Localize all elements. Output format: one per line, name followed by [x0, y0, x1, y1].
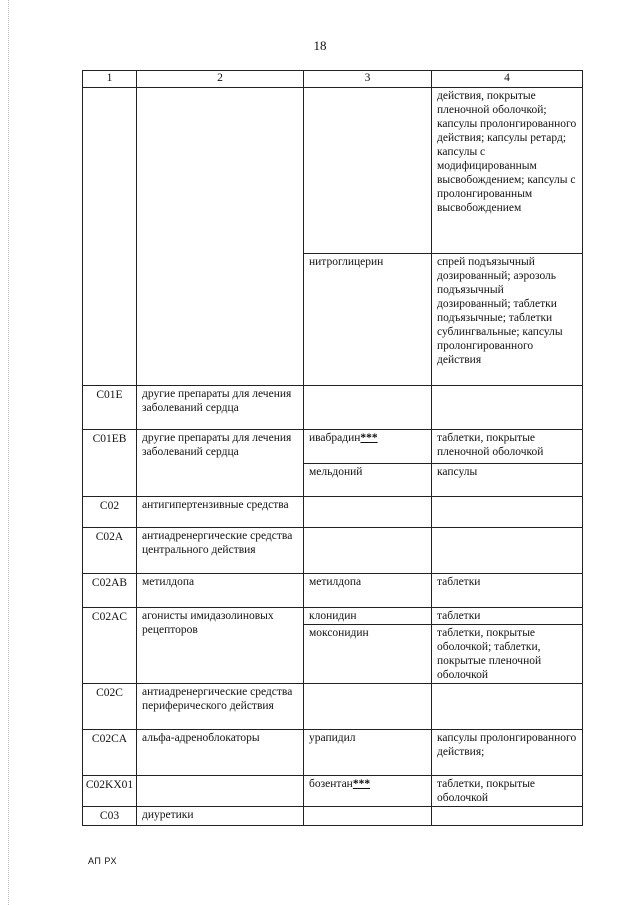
dosage-form-cell: таблетки	[432, 574, 583, 608]
group-name-cell: диуретики	[137, 807, 304, 826]
drug-classification-table	[82, 70, 583, 826]
group-name-cell	[137, 776, 304, 807]
drug-name-cell	[304, 497, 432, 528]
dosage-form-cell	[432, 684, 583, 730]
table-row	[83, 386, 583, 430]
atc-code-cell: C02A	[83, 528, 137, 574]
page-edge-dotted-line	[8, 0, 9, 905]
drug-name-cell: мельдоний	[304, 464, 432, 497]
atc-code-cell: C01EB	[83, 430, 137, 497]
drug-name-cell: нитроглицерин	[304, 254, 432, 386]
drug-name-cell	[304, 528, 432, 574]
note-marker: ***	[360, 432, 378, 444]
page-number: 18	[313, 38, 327, 53]
footer-mark: АП РХ	[88, 856, 117, 866]
table-row	[83, 574, 583, 608]
drug-name-cell	[304, 430, 432, 464]
drug-name: ивабрадин	[309, 432, 361, 444]
table-row	[83, 528, 583, 574]
table-row	[83, 608, 583, 625]
table-row	[83, 730, 583, 776]
drug-name-cell: моксонидин	[304, 625, 432, 684]
drug-name-cell	[304, 88, 432, 254]
drug-name-cell: урапидил	[304, 730, 432, 776]
dosage-form-cell: капсулы	[432, 464, 583, 497]
dosage-form-cell: таблетки, покрытые оболочкой; таблетки, покрытые пленочной оболочкой	[432, 625, 583, 684]
note-marker: ***	[352, 778, 371, 790]
atc-code-cell: C02	[83, 497, 137, 528]
header-col-4: 4	[432, 71, 583, 88]
dosage-form-cell	[432, 386, 583, 430]
dosage-form-cell: таблетки	[432, 608, 583, 625]
group-name-cell: антиадренергические средства периферического действия	[137, 684, 304, 730]
atc-code-cell: C02KX01	[83, 776, 137, 807]
dosage-form-cell: капсулы пролонгированного действия;	[432, 730, 583, 776]
dosage-form-cell: спрей подъязычный дозированный; аэрозоль подъязычный дозированный; таблетки подъязычные; таблетки сублингвальные; капсулы пролонгированного действия	[432, 254, 583, 386]
group-name-cell	[137, 88, 304, 386]
dosage-form-cell: действия, покрытые пленочной оболочкой; капсулы пролонгированного действия; капсулы ретард; капсулы с модифицированным высвобождением; капсулы с пролонгированным высвобождением	[432, 88, 583, 254]
table-row	[83, 88, 583, 254]
dosage-form-cell	[432, 497, 583, 528]
drug-name-cell	[304, 684, 432, 730]
group-name-cell: антигипертензивные средства	[137, 497, 304, 528]
table-row	[83, 430, 583, 464]
drug-name-cell: метилдопа	[304, 574, 432, 608]
drug-name-cell: клонидин	[304, 608, 432, 625]
drug-name-cell	[304, 386, 432, 430]
group-name-cell: агонисты имидазолиновых рецепторов	[137, 608, 304, 684]
atc-code-cell: C02AC	[83, 608, 137, 684]
header-col-1: 1	[83, 71, 137, 88]
group-name-cell: антиадренергические средства центрального действия	[137, 528, 304, 574]
drug-name-cell	[304, 776, 432, 807]
table-row	[83, 776, 583, 807]
group-name-cell: альфа-адреноблокаторы	[137, 730, 304, 776]
atc-code-cell	[83, 88, 137, 386]
drug-name-cell	[304, 807, 432, 826]
group-name-cell: другие препараты для лечения заболеваний сердца	[137, 430, 304, 497]
table-header-row	[83, 71, 583, 88]
table-row	[83, 497, 583, 528]
dosage-form-cell: таблетки, покрытые пленочной оболочкой	[432, 430, 583, 464]
atc-code-cell: C03	[83, 807, 137, 826]
dosage-form-cell	[432, 807, 583, 826]
drug-name: бозентан	[309, 778, 353, 790]
header-col-3: 3	[304, 71, 432, 88]
table-row	[83, 684, 583, 730]
dosage-form-cell	[432, 528, 583, 574]
group-name-cell: метилдопа	[137, 574, 304, 608]
group-name-cell: другие препараты для лечения заболеваний сердца	[137, 386, 304, 430]
atc-code-cell: C01E	[83, 386, 137, 430]
atc-code-cell: C02C	[83, 684, 137, 730]
atc-code-cell: C02CA	[83, 730, 137, 776]
header-col-2: 2	[137, 71, 304, 88]
atc-code-cell: C02AB	[83, 574, 137, 608]
dosage-form-cell: таблетки, покрытые оболочкой	[432, 776, 583, 807]
table-row	[83, 807, 583, 826]
